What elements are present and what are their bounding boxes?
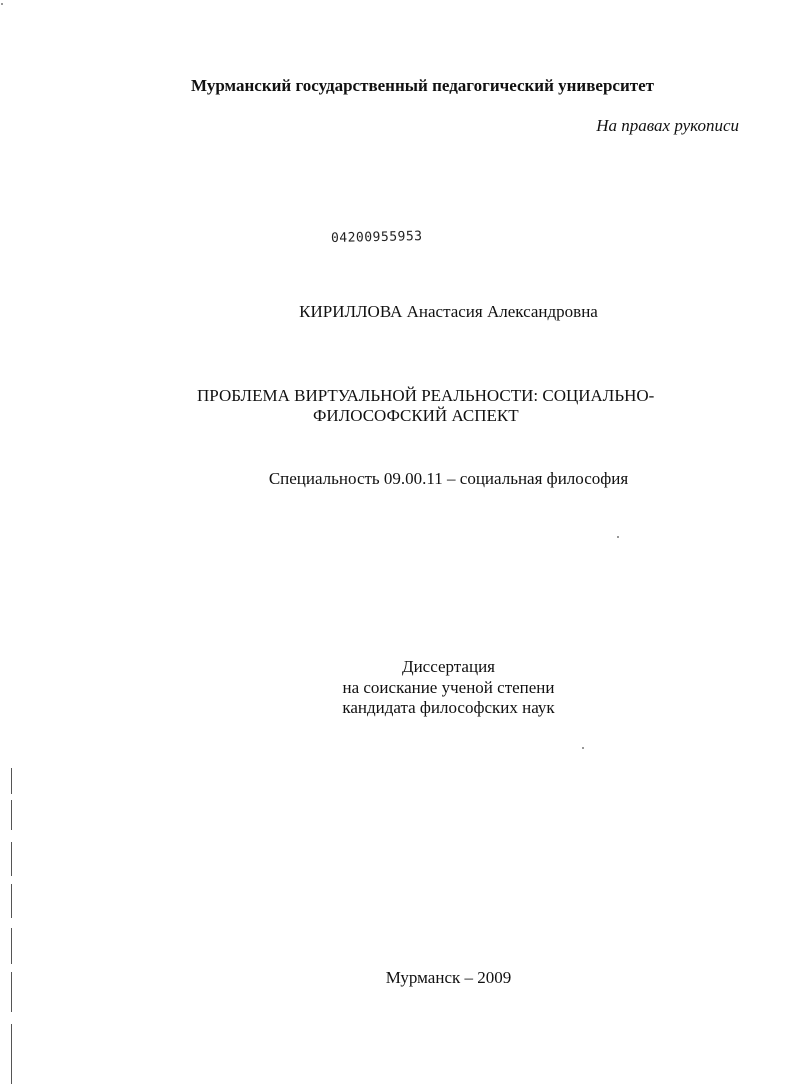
thesis-title-line-1: ПРОБЛЕМА ВИРТУАЛЬНОЙ РЕАЛЬНОСТИ: СОЦИАЛЬНО- — [197, 386, 655, 405]
author-name: КИРИЛЛОВА Анастасия Александровна — [299, 302, 598, 321]
scan-margin-mark — [11, 800, 12, 830]
dissertation-label: Диссертация — [401, 657, 495, 676]
scan-margin-mark — [11, 928, 12, 964]
scan-speck — [617, 536, 619, 538]
scan-margin-mark — [11, 884, 12, 918]
thesis-title-line-2: ФИЛОСОФСКИЙ АСПЕКТ — [313, 406, 519, 425]
registration-stamp-number: 04200955953 — [330, 229, 423, 246]
dissertation-degree-line: на соискание ученой степени — [342, 678, 555, 697]
scan-speck — [582, 747, 584, 749]
scan-speck — [1, 3, 3, 5]
manuscript-note: На правах рукописи — [596, 116, 739, 135]
scan-margin-mark — [11, 768, 12, 794]
scan-margin-mark — [11, 842, 12, 876]
specialty-line: Специальность 09.00.11 – социальная философия — [268, 469, 629, 488]
scan-margin-mark — [11, 1024, 12, 1084]
dissertation-field-line: кандидата философских наук — [342, 698, 555, 717]
university-name: Мурманский государственный педагогический университет — [191, 76, 654, 95]
city-year: Мурманск – 2009 — [385, 968, 512, 987]
scan-margin-mark — [11, 972, 12, 1012]
